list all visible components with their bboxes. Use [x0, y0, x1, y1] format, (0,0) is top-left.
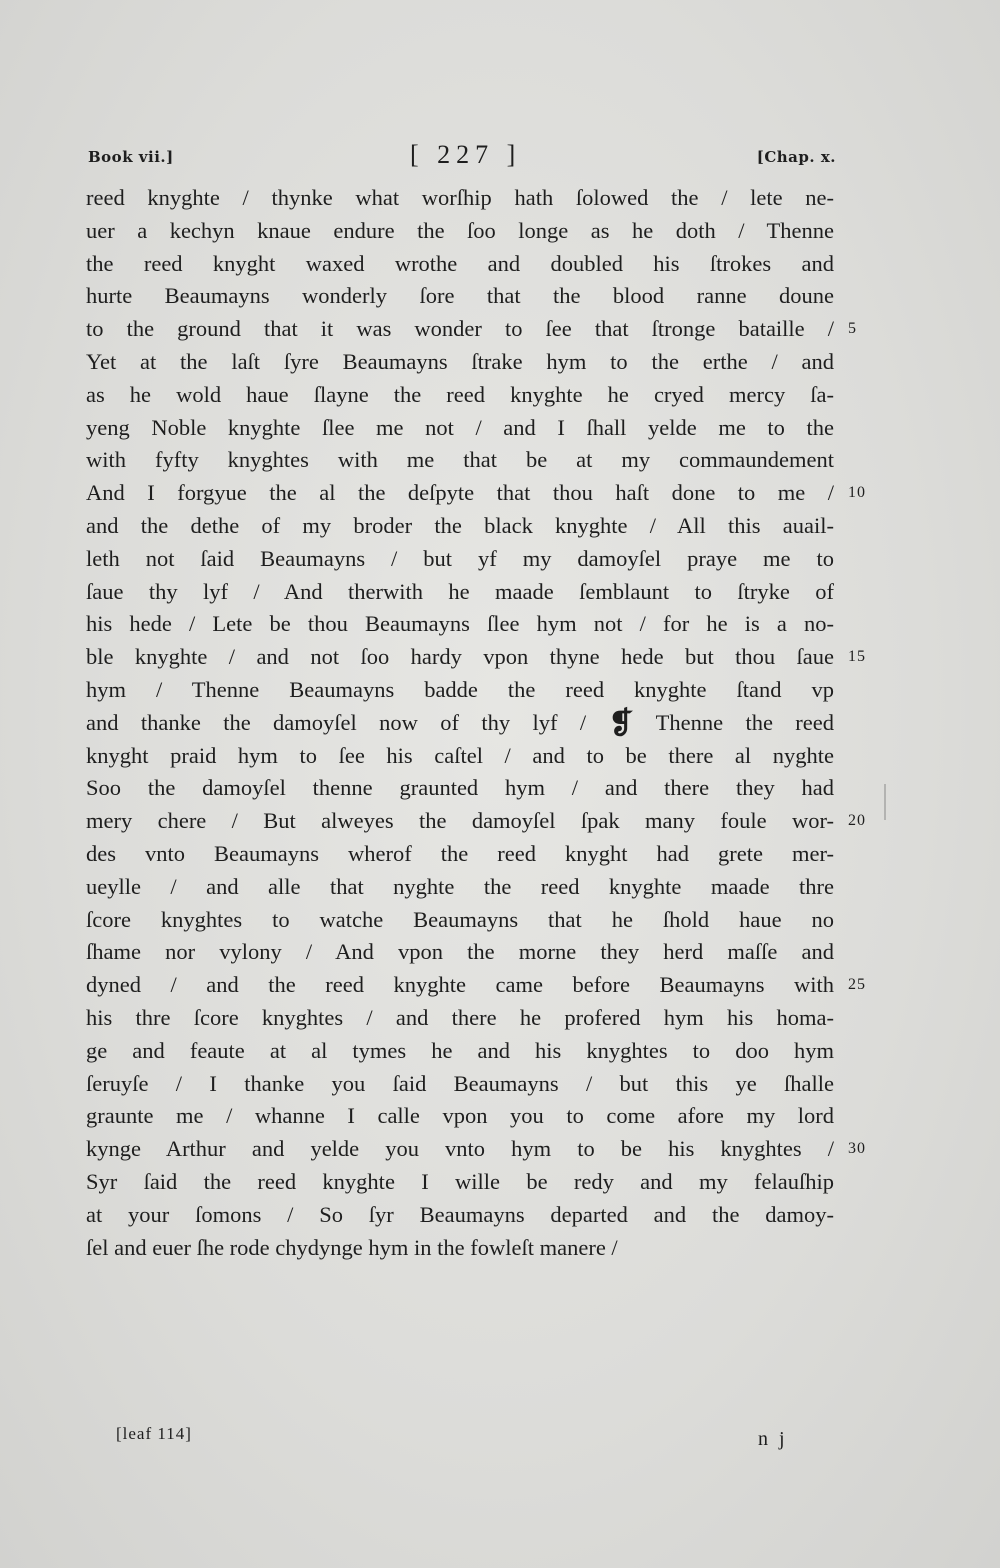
- text-line: [86, 510, 834, 543]
- line-text: ſel and euer ſhe rode chydynge hym in the fowleſt manere /: [86, 1234, 618, 1260]
- text-line: [86, 805, 866, 838]
- line-text: yeng Noble knyghte ſlee me not / and I ſhall yelde me to the: [86, 414, 834, 440]
- text-line: [86, 215, 834, 248]
- text-line: [86, 936, 834, 969]
- line-text: with fyfty knyghtes with me that be at my commaundement: [86, 447, 834, 473]
- line-number: 25: [848, 976, 866, 994]
- line-text: Syr ſaid the reed knyghte I wille be redy and my felauſhip: [86, 1168, 834, 1194]
- text-line: [86, 608, 834, 641]
- text-line: [86, 904, 834, 937]
- text-line: [86, 740, 834, 773]
- line-text: hym / Thenne Beaumayns badde the reed knyghte ſtand vp: [86, 676, 834, 702]
- text-line: [86, 1068, 834, 1101]
- line-text: as he wold haue ſlayne the reed knyghte he cryed mercy ſa-: [86, 381, 834, 407]
- text-line: [86, 1100, 834, 1133]
- text-line: [86, 674, 834, 707]
- line-text: ge and feaute at al tymes he and his knyghtes to doo hym: [86, 1037, 834, 1063]
- line-text: at your ſomons / So ſyr Beaumayns departed and the damoy-: [86, 1201, 834, 1227]
- book-number: Book vii.]: [88, 148, 174, 166]
- text-line: [86, 576, 834, 609]
- chapter-number: [Chap. x.: [756, 148, 836, 166]
- text-line: [86, 969, 866, 1002]
- line-text: kynge Arthur and yelde you vnto hym to be his knyghtes /: [86, 1136, 834, 1162]
- text-line: [86, 280, 834, 313]
- text-line: [86, 379, 834, 412]
- line-text-after-pilcrow: Thenne the reed: [655, 709, 835, 735]
- page-number: [ 227 ]: [410, 140, 522, 169]
- line-text: And I forgyue the al the deſpyte that thou haſt done to me /: [86, 480, 834, 506]
- line-text: des vnto Beaumayns wherof the reed knyght had grete mer-: [86, 840, 834, 866]
- text-line: [86, 1133, 866, 1166]
- text-line: [86, 707, 834, 740]
- line-text: ſcore knyghtes to watche Beaumayns that he ſhold haue no: [86, 906, 834, 932]
- line-text: uer a kechyn knaue endure the ſoo longe as he doth / Thenne: [86, 217, 834, 243]
- line-text: ſaue thy lyf / And therwith he maade ſemblaunt to ſtryke of: [86, 578, 834, 604]
- leaf-signature: [leaf 114]: [116, 1424, 192, 1443]
- text-line: [86, 641, 866, 674]
- line-text: and thanke the damoyſel now of thy lyf /: [86, 709, 587, 735]
- text-line: [86, 313, 857, 346]
- line-text: hurte Beaumayns wonderly ſore that the blood ranne doune: [86, 283, 834, 309]
- text-line: [86, 838, 834, 871]
- text-line: [86, 1002, 834, 1035]
- line-text: knyght praid hym to ſee his caſtel / and to be there al nyghte: [86, 742, 834, 768]
- text-line: [86, 871, 834, 904]
- line-text: to the ground that it was wonder to ſee that ſtronge bataille /: [86, 316, 834, 342]
- line-number: 5: [848, 320, 857, 338]
- body-text: [86, 182, 866, 1264]
- line-text: ſeruyſe / I thanke you ſaid Beaumayns / but this ye ſhalle: [86, 1070, 834, 1096]
- line-text: Soo the damoyſel thenne graunted hym / and there they had: [86, 775, 834, 801]
- text-line: [86, 444, 834, 477]
- text-line: [86, 1232, 834, 1265]
- line-number: 10: [848, 484, 866, 502]
- text-line: [86, 1199, 834, 1232]
- line-number: 20: [848, 812, 866, 830]
- line-text: ſhame nor vylony / And vpon the morne they herd maſſe and: [86, 939, 834, 965]
- line-number: 30: [848, 1140, 866, 1158]
- line-text: his hede / Lete be thou Beaumayns ſlee hym not / for he is a no-: [86, 611, 834, 637]
- line-text: his thre ſcore knyghtes / and there he profered hym his homa-: [86, 1004, 834, 1030]
- text-line: [86, 477, 866, 510]
- text-line: [86, 182, 834, 215]
- text-line: [86, 346, 834, 379]
- running-head: [88, 140, 836, 172]
- text-line: [86, 772, 834, 805]
- gathering-signature: n j: [758, 1428, 788, 1450]
- line-text: the reed knyght waxed wrothe and doubled his ſtrokes and: [86, 250, 834, 276]
- line-text: leth not ſaid Beaumayns / but yf my damoyſel praye me to: [86, 545, 834, 571]
- text-line: [86, 543, 834, 576]
- line-text: ble knyghte / and not ſoo hardy vpon thyne hede but thou ſaue: [86, 644, 834, 670]
- line-text: ueylle / and alle that nyghte the reed knyghte maade thre: [86, 873, 834, 899]
- line-text: mery chere / But alweyes the damoyſel ſpak many foule wor-: [86, 808, 834, 834]
- line-text: and the dethe of my broder the black knyghte / All this auail-: [86, 512, 834, 538]
- pilcrow-icon: ❡: [608, 706, 634, 740]
- margin-mark: [884, 784, 886, 820]
- line-text: reed knyghte / thynke what worſhip hath ſolowed the / lete ne-: [86, 185, 834, 210]
- line-number: 15: [848, 648, 866, 666]
- line-text: graunte me / whanne I calle vpon you to come afore my lord: [86, 1103, 834, 1129]
- text-line: [86, 412, 834, 445]
- line-text: Yet at the laſt ſyre Beaumayns ſtrake hym to the erthe / and: [86, 348, 834, 374]
- text-line: [86, 1166, 834, 1199]
- line-text: dyned / and the reed knyghte came before Beaumayns with: [86, 972, 834, 998]
- text-line: [86, 248, 834, 281]
- text-line: [86, 1035, 834, 1068]
